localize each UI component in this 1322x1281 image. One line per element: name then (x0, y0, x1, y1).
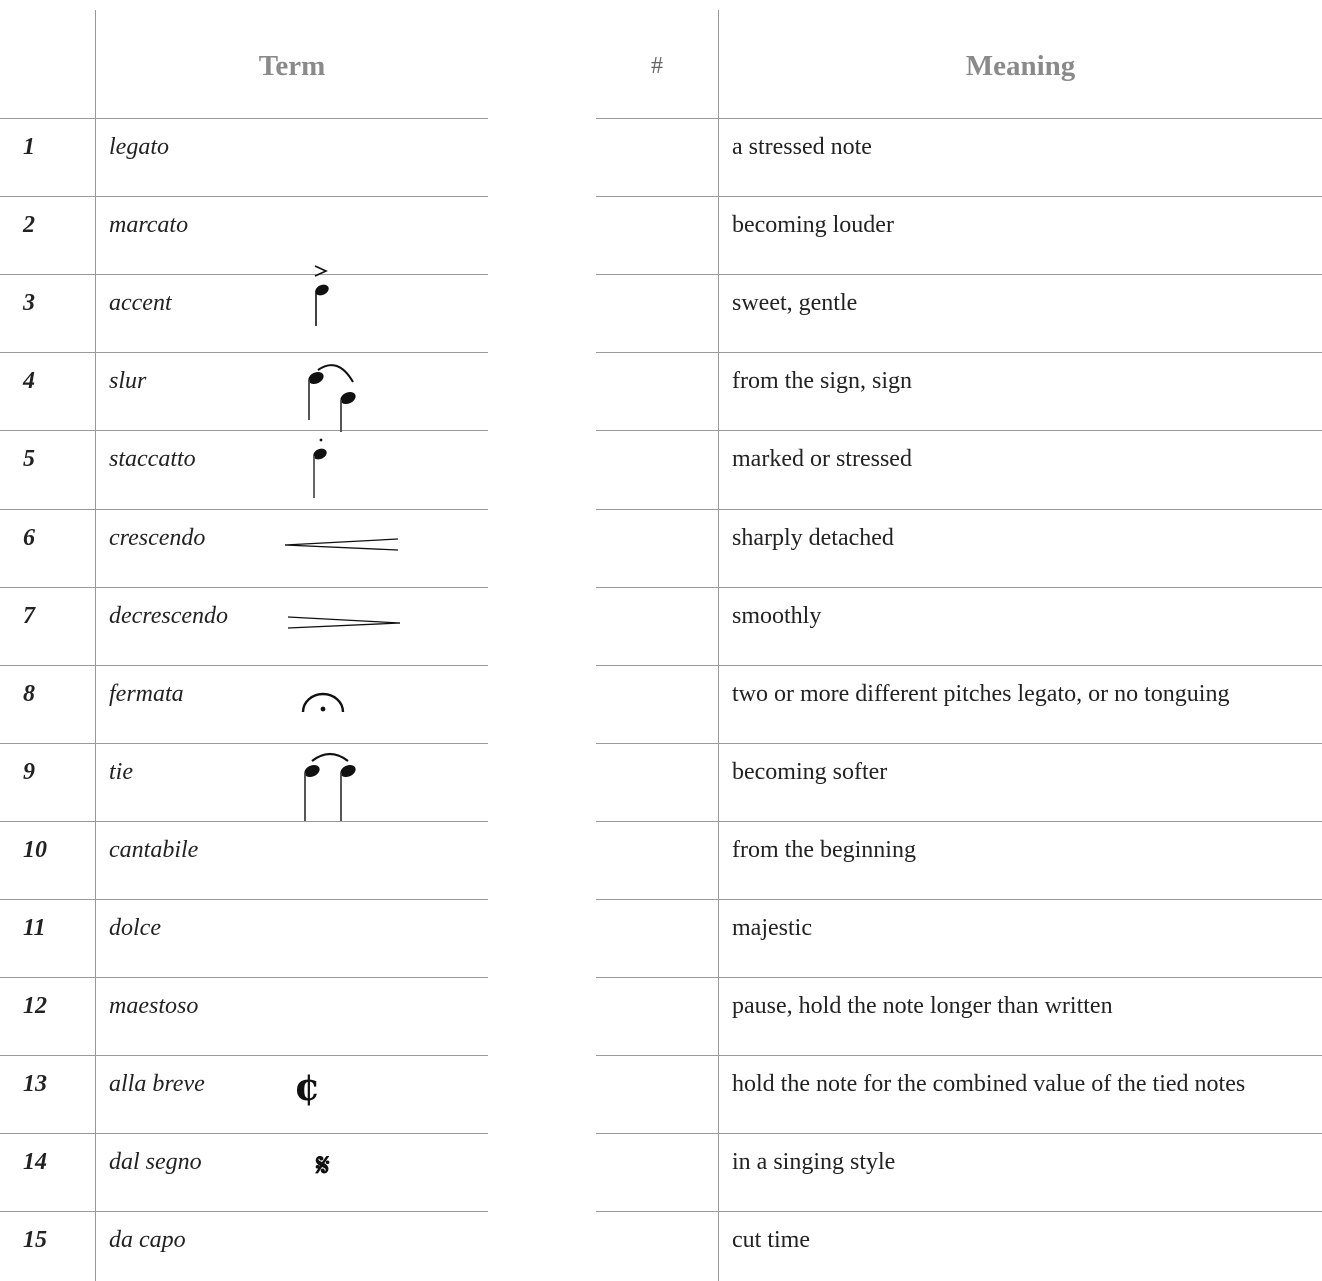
row-rule-left (0, 743, 488, 744)
accent-note-icon (304, 262, 334, 337)
tie-notes-icon (296, 749, 366, 830)
meaning-text: in a singing style (732, 1149, 896, 1175)
segno-icon: 𝄋 (316, 1146, 330, 1184)
term-text: slur (109, 368, 147, 394)
row-rule-left (0, 196, 488, 197)
row-rule-right (596, 196, 1322, 197)
answer-blank-cell[interactable] (600, 126, 712, 186)
meaning-text: a stressed note (732, 134, 872, 160)
meaning-text: smoothly (732, 603, 822, 629)
answer-blank-cell[interactable] (600, 360, 712, 420)
row-rule-left (0, 977, 488, 978)
row-number: 9 (23, 759, 35, 785)
answer-blank-cell[interactable] (600, 985, 712, 1045)
row-rule-right (596, 665, 1322, 666)
term-text: da capo (109, 1227, 186, 1253)
meaning-text: becoming louder (732, 212, 894, 238)
row-rule-left (0, 274, 488, 275)
row-rule-right (596, 1055, 1322, 1056)
row-rule-left (0, 118, 488, 119)
header-number-match: # (651, 53, 663, 79)
meaning-text: majestic (732, 915, 812, 941)
row-number: 1 (23, 134, 35, 160)
row-number: 6 (23, 525, 35, 551)
term-text: alla breve (109, 1071, 205, 1097)
answer-blank-cell[interactable] (600, 751, 712, 811)
answer-blank-cell[interactable] (600, 517, 712, 577)
row-rule-left (0, 899, 488, 900)
term-text: accent (109, 290, 172, 316)
answer-blank-cell[interactable] (600, 829, 712, 889)
row-number: 2 (23, 212, 35, 238)
answer-blank-cell[interactable] (600, 673, 712, 733)
row-number: 8 (23, 681, 35, 707)
row-rule-right (596, 274, 1322, 275)
term-text: crescendo (109, 525, 206, 551)
row-rule-right (596, 977, 1322, 978)
meaning-text: marked or stressed (732, 446, 912, 472)
meaning-text: cut time (732, 1227, 810, 1253)
answer-blank-cell[interactable] (600, 282, 712, 342)
term-text: decrescendo (109, 603, 229, 629)
meaning-text: from the sign, sign (732, 368, 912, 394)
meaning-text: pause, hold the note longer than written (732, 993, 1113, 1019)
row-rule-right (596, 352, 1322, 353)
answer-blank-cell[interactable] (600, 1141, 712, 1201)
term-text: maestoso (109, 993, 199, 1019)
row-number: 7 (23, 603, 35, 629)
row-rule-left (0, 1133, 488, 1134)
answer-blank-cell[interactable] (600, 1219, 712, 1279)
term-text: staccatto (109, 446, 196, 472)
row-number: 5 (23, 446, 35, 472)
header-term: Term (258, 50, 326, 82)
meaning-text: becoming softer (732, 759, 888, 785)
answer-blank-cell[interactable] (600, 1063, 712, 1123)
row-number: 15 (23, 1227, 47, 1253)
row-number: 10 (23, 837, 47, 863)
row-rule-left (0, 509, 488, 510)
row-rule-right (596, 1133, 1322, 1134)
row-rule-left (0, 821, 488, 822)
answer-blank-cell[interactable] (600, 907, 712, 967)
answer-blank-cell[interactable] (600, 438, 712, 498)
staccato-note-icon (306, 436, 336, 505)
row-rule-right (596, 1211, 1322, 1212)
term-text: tie (109, 759, 133, 785)
row-number: 3 (23, 290, 35, 316)
slur-notes-icon (298, 356, 368, 439)
row-number: 13 (23, 1071, 47, 1097)
term-text: legato (109, 134, 169, 160)
row-rule-right (596, 430, 1322, 431)
term-text: dolce (109, 915, 161, 941)
meaning-text: sharply detached (732, 525, 894, 551)
row-number: 14 (23, 1149, 47, 1175)
row-number: 12 (23, 993, 47, 1019)
column-divider-term (95, 10, 96, 1281)
meaning-text: from the beginning (732, 837, 916, 863)
row-rule-right (596, 743, 1322, 744)
row-rule-left (0, 430, 488, 431)
column-divider-meaning (718, 10, 719, 1281)
term-text: dal segno (109, 1149, 202, 1175)
row-rule-left (0, 352, 488, 353)
answer-blank-cell[interactable] (600, 595, 712, 655)
answer-blank-cell[interactable] (600, 204, 712, 264)
row-rule-left (0, 1211, 488, 1212)
term-text: marcato (109, 212, 189, 238)
decrescendo-hairpin-icon (286, 614, 402, 635)
row-rule-left (0, 587, 488, 588)
header-meaning: Meaning (965, 50, 1076, 82)
fermata-icon (300, 690, 346, 721)
row-rule-right (596, 899, 1322, 900)
meaning-text: hold the note for the combined value of the tied notes (732, 1071, 1246, 1097)
meaning-text: two or more different pitches legato, or no tonguing (732, 681, 1230, 707)
row-rule-left (0, 1055, 488, 1056)
cut-time-icon: ¢ (294, 1064, 321, 1109)
crescendo-hairpin-icon (284, 536, 400, 557)
row-rule-right (596, 587, 1322, 588)
term-text: fermata (109, 681, 184, 707)
row-rule-right (596, 821, 1322, 822)
row-rule-left (0, 665, 488, 666)
meaning-text: sweet, gentle (732, 290, 858, 316)
row-rule-right (596, 118, 1322, 119)
row-number: 4 (23, 368, 35, 394)
row-rule-right (596, 509, 1322, 510)
row-number: 11 (23, 915, 46, 941)
term-text: cantabile (109, 837, 199, 863)
